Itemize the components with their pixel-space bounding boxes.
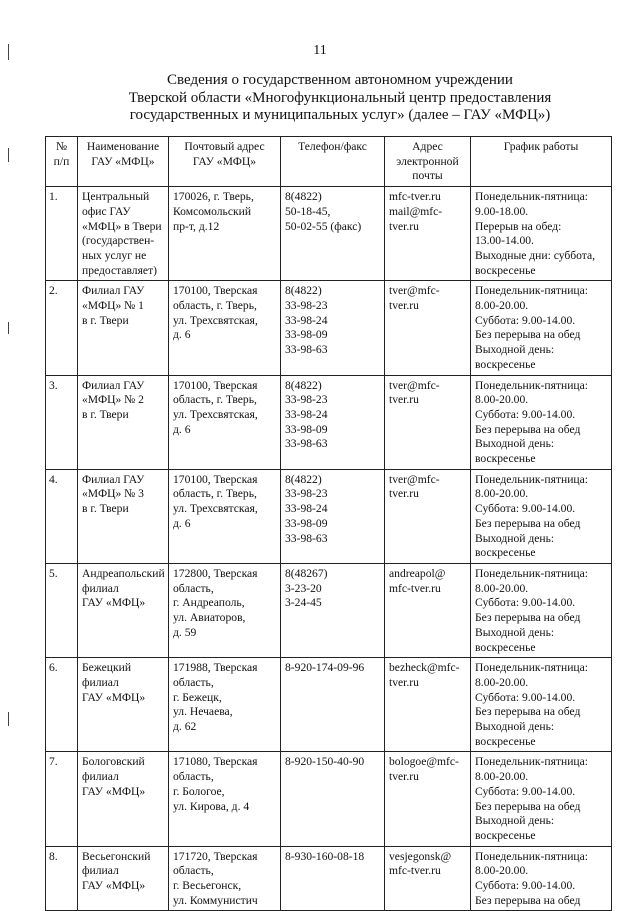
cell-line: д. 6	[173, 422, 191, 436]
header-text: п/п	[53, 154, 70, 168]
cell-line: 33-98-23	[285, 487, 328, 501]
cell-line: в г. Твери	[82, 313, 129, 327]
cell-line: tver.ru	[389, 770, 419, 784]
header-text: Адрес	[412, 140, 443, 153]
cell-line: 33-98-24	[285, 407, 328, 421]
cell-line: область,	[173, 581, 214, 595]
header-text: Почтовый адрес	[184, 140, 265, 153]
schedule-cell	[471, 187, 612, 281]
postal-address-cell	[169, 187, 281, 281]
cell-line: область, г. Тверь,	[173, 487, 257, 501]
schedule-cell	[471, 846, 612, 911]
cell-line: Без перерыва на обед	[475, 611, 581, 625]
cell-line: Суббота: 9.00-14.00.	[475, 407, 576, 421]
cell-line: 170100, Тверская	[173, 378, 258, 392]
cell-line: ул. Коммунистич	[173, 893, 258, 907]
table-row	[46, 752, 612, 846]
cell-line: «МФЦ» в Твери	[82, 219, 162, 233]
office-name-cell	[78, 187, 169, 281]
cell-line: tver@mfc-	[389, 378, 440, 392]
table-row	[46, 375, 612, 469]
cell-line: ул. Трехсвятская,	[173, 313, 258, 327]
cell-line: 8-930-160-08-18	[285, 849, 365, 863]
cell-line: филиал	[82, 864, 119, 878]
office-name-cell	[78, 752, 169, 846]
cell-line: 50-18-45,	[285, 204, 331, 218]
cell-line: Выходной день:	[475, 625, 555, 639]
scan-margin-mark	[8, 322, 9, 334]
cell-line: 8(4822)	[285, 284, 322, 298]
row-number-cell: 1.	[46, 187, 78, 281]
cell-line: область, г. Тверь,	[173, 393, 257, 407]
cell-line: Без перерыва на обед	[475, 893, 581, 907]
cell-line: Выходной день:	[475, 814, 555, 828]
header-cell	[78, 137, 169, 187]
scan-margin-mark	[8, 148, 9, 162]
cell-line: 8.00-20.00.	[475, 393, 529, 407]
cell-line: пр-т, д.12	[173, 219, 220, 233]
cell-line: воскресенье	[475, 734, 536, 748]
schedule-cell	[471, 469, 612, 563]
cell-line: 33-98-09	[285, 516, 328, 530]
cell-line: 33-98-63	[285, 437, 328, 451]
phone-cell	[281, 281, 385, 375]
cell-line: Бологовский	[82, 755, 145, 769]
office-name-cell	[78, 281, 169, 375]
postal-address-cell	[169, 281, 281, 375]
cell-line: офис ГАУ	[82, 204, 131, 218]
cell-line: Понедельник-пятница:	[475, 378, 588, 392]
page-number: 11	[313, 43, 327, 58]
row-number-cell: 8.	[46, 846, 78, 911]
cell-line: (государствен-	[82, 234, 155, 248]
cell-line: область, г. Тверь,	[173, 299, 257, 313]
phone-cell	[281, 375, 385, 469]
cell-line: Выходной день:	[475, 531, 555, 545]
cell-line: Понедельник-пятница:	[475, 661, 588, 675]
phone-cell	[281, 658, 385, 752]
cell-line: «МФЦ» № 2	[82, 393, 144, 407]
cell-line: воскресенье	[475, 263, 536, 277]
cell-line: Андреапольский	[82, 566, 165, 580]
cell-line: 8.00-20.00.	[475, 770, 529, 784]
table-row	[46, 846, 612, 911]
cell-line: Суббота: 9.00-14.00.	[475, 313, 576, 327]
cell-line: tver@mfc-	[389, 284, 440, 298]
cell-line: 8(4822)	[285, 190, 322, 204]
cell-line: 8-920-150-40-90	[285, 755, 365, 769]
cell-line: филиал	[82, 770, 119, 784]
cell-line: Понедельник-пятница:	[475, 190, 588, 204]
office-name-cell	[78, 563, 169, 657]
cell-line: ГАУ «МФЦ»	[82, 596, 146, 610]
cell-line: область,	[173, 864, 214, 878]
phone-cell	[281, 752, 385, 846]
schedule-cell	[471, 658, 612, 752]
cell-line: 8.00-20.00.	[475, 864, 529, 878]
cell-line: 8.00-20.00.	[475, 299, 529, 313]
cell-line: ул. Кирова, д. 4	[173, 799, 250, 813]
schedule-cell	[471, 375, 612, 469]
cell-line: Бежецкий	[82, 661, 132, 675]
title-line: государственных и муниципальных услуг» (далее – ГАУ «МФЦ»)	[129, 107, 551, 123]
table-row	[46, 658, 612, 752]
cell-line: Понедельник-пятница:	[475, 849, 588, 863]
cell-line: д. 62	[173, 720, 197, 734]
cell-line: 3-23-20	[285, 581, 322, 595]
postal-address-cell	[169, 469, 281, 563]
header-text: ГАУ «МФЦ»	[91, 154, 155, 168]
title-line: Тверской области «Многофункциональный центр предоставления	[128, 89, 552, 106]
cell-line: Суббота: 9.00-14.00.	[475, 879, 576, 893]
cell-line: д. 6	[173, 328, 191, 342]
office-name-cell	[78, 658, 169, 752]
cell-line: 172800, Тверская	[173, 566, 258, 580]
cell-line: Суббота: 9.00-14.00.	[475, 690, 576, 704]
cell-line: в г. Твери	[82, 502, 129, 516]
cell-line: воскресенье	[475, 546, 536, 560]
phone-cell	[281, 563, 385, 657]
header-text: Телефон/факс	[298, 140, 367, 153]
office-name-cell	[78, 375, 169, 469]
cell-line: Перерыв на обед:	[475, 219, 562, 233]
cell-line: г. Андреаполь,	[173, 596, 245, 610]
header-text: График работы	[503, 140, 579, 153]
title-line: Сведения о государственном автономном учреждении	[167, 72, 513, 88]
cell-line: bologoe@mfc-	[389, 755, 459, 769]
cell-line: tver.ru	[389, 219, 419, 233]
cell-line: tver.ru	[389, 487, 419, 501]
mfc-offices-table	[45, 136, 612, 911]
postal-address-cell	[169, 752, 281, 846]
cell-line: 8.00-20.00.	[475, 581, 529, 595]
header-cell	[46, 137, 78, 187]
email-cell	[385, 375, 471, 469]
cell-line: предоставляет)	[82, 263, 157, 277]
cell-line: bezheck@mfc-	[389, 661, 460, 675]
postal-address-cell	[169, 846, 281, 911]
cell-line: Понедельник-пятница:	[475, 755, 588, 769]
cell-line: г. Бологое,	[173, 784, 225, 798]
cell-line: mfc-tver.ru	[389, 190, 441, 204]
cell-line: Понедельник-пятница:	[475, 472, 588, 486]
cell-line: tver.ru	[389, 393, 419, 407]
cell-line: 171080, Тверская	[173, 755, 258, 769]
cell-line: воскресенье	[475, 357, 536, 371]
table-row	[46, 469, 612, 563]
cell-line: tver@mfc-	[389, 472, 440, 486]
cell-line: Суббота: 9.00-14.00.	[475, 596, 576, 610]
email-cell	[385, 281, 471, 375]
cell-line: Выходной день:	[475, 437, 555, 451]
cell-line: 8.00-20.00.	[475, 675, 529, 689]
cell-line: г. Бежецк,	[173, 690, 222, 704]
cell-line: 33-98-23	[285, 299, 328, 313]
cell-line: 33-98-09	[285, 422, 328, 436]
cell-line: Суббота: 9.00-14.00.	[475, 502, 576, 516]
row-number-cell: 4.	[46, 469, 78, 563]
cell-line: ул. Нечаева,	[173, 705, 233, 719]
postal-address-cell	[169, 658, 281, 752]
schedule-cell	[471, 563, 612, 657]
cell-line: vesjegonsk@	[389, 849, 452, 863]
header-text: ГАУ «МФЦ»	[192, 154, 257, 168]
postal-address-cell	[169, 375, 281, 469]
cell-line: 33-98-63	[285, 343, 328, 357]
cell-line: tver.ru	[389, 675, 419, 689]
cell-line: Понедельник-пятница:	[475, 284, 588, 298]
cell-line: Филиал ГАУ	[82, 378, 145, 392]
cell-line: Весьегонский	[82, 849, 151, 863]
cell-line: 8(4822)	[285, 378, 322, 392]
cell-line: Без перерыва на обед	[475, 799, 581, 813]
email-cell	[385, 187, 471, 281]
cell-line: г. Весьегонск,	[173, 879, 242, 893]
cell-line: д. 59	[173, 625, 197, 639]
cell-line: 170100, Тверская	[173, 472, 258, 486]
cell-line: Выходной день:	[475, 720, 555, 734]
cell-line: 171988, Тверская	[173, 661, 258, 675]
cell-line: 8-920-174-09-96	[285, 661, 365, 675]
table-row	[46, 563, 612, 657]
row-number-cell: 3.	[46, 375, 78, 469]
cell-line: ных услуг не	[82, 248, 147, 262]
schedule-cell	[471, 752, 612, 846]
cell-line: mail@mfc-	[389, 204, 443, 218]
cell-line: Без перерыва на обед	[475, 516, 581, 530]
cell-line: филиал	[82, 581, 119, 595]
email-cell	[385, 658, 471, 752]
cell-line: 33-98-24	[285, 502, 328, 516]
row-number-cell: 6.	[46, 658, 78, 752]
header-cell	[169, 137, 281, 187]
cell-line: в г. Твери	[82, 407, 129, 421]
cell-line: ул. Трехсвятская,	[173, 407, 258, 421]
cell-line: Без перерыва на обед	[475, 705, 581, 719]
cell-line: Без перерыва на обед	[475, 328, 581, 342]
header-text: почты	[412, 169, 443, 183]
cell-line: ул. Авиаторов,	[173, 611, 246, 625]
cell-line: 33-98-24	[285, 313, 328, 327]
office-name-cell	[78, 846, 169, 911]
email-cell	[385, 563, 471, 657]
cell-line: 9.00-18.00.	[475, 204, 529, 218]
cell-line: Центральный	[82, 190, 150, 204]
cell-line: Выходной день:	[475, 343, 555, 357]
cell-line: ГАУ «МФЦ»	[82, 784, 146, 798]
email-cell	[385, 752, 471, 846]
row-number-cell: 7.	[46, 752, 78, 846]
phone-cell	[281, 846, 385, 911]
cell-line: Без перерыва на обед	[475, 422, 581, 436]
cell-line: 8(4822)	[285, 472, 322, 486]
cell-line: mfc-tver.ru	[389, 864, 441, 878]
cell-line: tver.ru	[389, 299, 419, 313]
row-number-cell: 2.	[46, 281, 78, 375]
cell-line: 171720, Тверская	[173, 849, 258, 863]
cell-line: воскресенье	[475, 828, 536, 842]
cell-line: воскресенье	[475, 640, 536, 654]
header-cell	[281, 137, 385, 187]
cell-line: 3-24-45	[285, 596, 322, 610]
cell-line: 8(48267)	[285, 566, 328, 580]
cell-line: 33-98-63	[285, 531, 328, 545]
cell-line: «МФЦ» № 3	[82, 487, 144, 501]
header-text: Наименование	[86, 140, 160, 153]
cell-line: mfc-tver.ru	[389, 581, 441, 595]
email-cell	[385, 469, 471, 563]
office-name-cell	[78, 469, 169, 563]
header-text: №	[55, 140, 68, 153]
document-title	[100, 72, 580, 125]
cell-line: Выходные дни: суббота,	[475, 248, 596, 262]
cell-line: воскресенье	[475, 452, 536, 466]
header-cell	[471, 137, 612, 187]
cell-line: область,	[173, 675, 214, 689]
table-header-row	[46, 137, 612, 187]
cell-line: «МФЦ» № 1	[82, 299, 144, 313]
cell-line: д. 6	[173, 516, 191, 530]
table-row	[46, 187, 612, 281]
cell-line: 33-98-23	[285, 393, 328, 407]
cell-line: Комсомольский	[173, 204, 252, 218]
cell-line: 13.00-14.00.	[475, 234, 534, 248]
scan-margin-mark	[8, 712, 9, 726]
cell-line: Филиал ГАУ	[82, 472, 145, 486]
cell-line: 33-98-09	[285, 328, 328, 342]
cell-line: ул. Трехсвятская,	[173, 502, 258, 516]
cell-line: 170100, Тверская	[173, 284, 258, 298]
schedule-cell	[471, 281, 612, 375]
cell-line: филиал	[82, 675, 119, 689]
phone-cell	[281, 187, 385, 281]
cell-line: Суббота: 9.00-14.00.	[475, 784, 576, 798]
email-cell	[385, 846, 471, 911]
header-cell	[385, 137, 471, 187]
table-row	[46, 281, 612, 375]
cell-line: Понедельник-пятница:	[475, 566, 588, 580]
cell-line: 50-02-55 (факс)	[285, 219, 362, 233]
row-number-cell: 5.	[46, 563, 78, 657]
header-text: электронной	[396, 154, 459, 168]
cell-line: область,	[173, 770, 214, 784]
cell-line: 170026, г. Тверь,	[173, 190, 254, 204]
cell-line: 8.00-20.00.	[475, 487, 529, 501]
cell-line: ГАУ «МФЦ»	[82, 879, 146, 893]
phone-cell	[281, 469, 385, 563]
postal-address-cell	[169, 563, 281, 657]
cell-line: Филиал ГАУ	[82, 284, 145, 298]
cell-line: ГАУ «МФЦ»	[82, 690, 146, 704]
cell-line: andreapol@	[389, 566, 446, 580]
